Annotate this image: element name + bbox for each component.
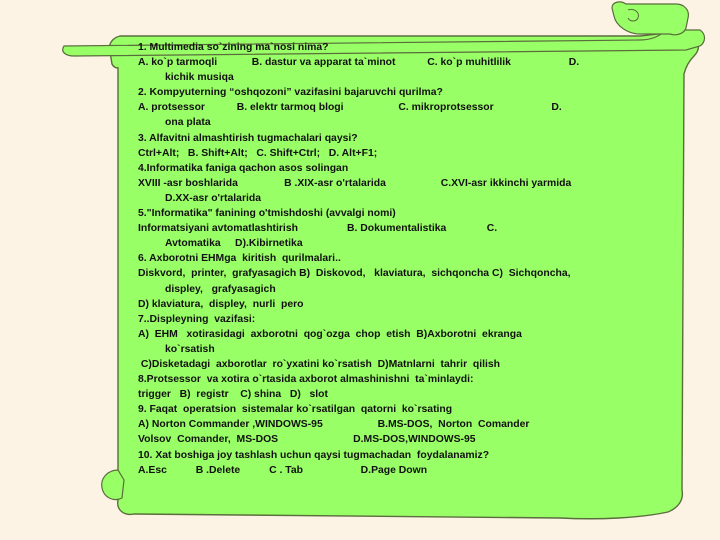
text-line: D) klaviatura, displey, nurli pero: [138, 298, 304, 310]
text-line: ko`rsatish: [165, 343, 215, 355]
text-line: A. ko`p tarmoqli B. dastur va apparat ta`minot C. ko`p muhitlilik D.: [138, 57, 580, 69]
text-line: Diskvord, printer, grafyasagich B) Diskovod, klaviatura, sichqoncha C) Sichqoncha,: [138, 268, 571, 280]
text-line: Avtomatika D).Kibirnetika: [165, 238, 303, 250]
text-line: 9. Faqat operatsion sistemalar ko`rsatilgan qatorni ko`rsating: [138, 404, 453, 416]
text-line: 6. Axborotni EHMga kiritish qurilmalari..: [138, 253, 341, 265]
text-line: 3. Alfavitni almashtirish tugmachalari qaysi?: [138, 132, 358, 144]
text-line: ona plata: [165, 117, 211, 129]
text-line: 2. Kompyuterning “oshqozoni” vazifasini bajaruvchi qurilma?: [138, 87, 443, 99]
text-line: D.XX-asr o'rtalarida: [165, 192, 262, 204]
text-line: 10. Xat boshiga joy tashlash uchun qaysi tugmachadan foydalanamiz?: [138, 449, 490, 461]
text-line: 8.Protsessor va xotira o`rtasida axborot almashinishni ta`minlaydi:: [138, 374, 474, 386]
text-line: A. protsessor B. elektr tarmoq blogi C. mikroprotsessor D.: [138, 102, 562, 114]
text-line: A) Norton Commander ,WINDOWS-95 B.MS-DOS, Norton Comander: [138, 419, 530, 431]
text-line: 7..Displeyning vazifasi:: [138, 313, 256, 325]
text-line: Volsov Comander, MS-DOS D.MS-DOS,WINDOWS-95: [138, 434, 476, 446]
text-line: A) EHM xotirasidagi axborotni qog`ozga chop etish B)Axborotni ekranga: [138, 328, 522, 340]
text-line: Ctrl+Alt; B. Shift+Alt; C. Shift+Ctrl; D. Alt+F1;: [138, 147, 378, 159]
quiz-text: [138, 40, 658, 478]
text-line: 5."Informatika" fanining o'tmishdoshi (avvalgi nomi): [138, 208, 396, 220]
text-line: Informatsiyani avtomatlashtirish B. Dokumentalistika C.: [138, 223, 498, 235]
text-line: trigger B) registr C) shina D) slot: [138, 389, 328, 401]
text-line: XVIII -asr boshlarida B .XIX-asr o'rtalarida C.XVI-asr ikkinchi yarmida: [138, 177, 572, 189]
text-line: 1. Multimedia so`zining ma`nosi nima?: [138, 42, 329, 53]
text-line: kichik musiqa: [165, 72, 234, 84]
scroll-top-right-curl: [612, 2, 688, 35]
text-line: C)Disketadagi axborotlar ro`yxatini ko`rsatish D)Matnlarni tahrir qilish: [138, 358, 501, 370]
scroll-left-curl: [102, 470, 124, 500]
text-line: 4.Informatika faniga qachon asos solingan: [138, 162, 349, 174]
text-line: A.Esc B .Delete C . Tab D.Page Down: [138, 464, 428, 476]
text-line: displey, grafyasagich: [165, 283, 276, 295]
